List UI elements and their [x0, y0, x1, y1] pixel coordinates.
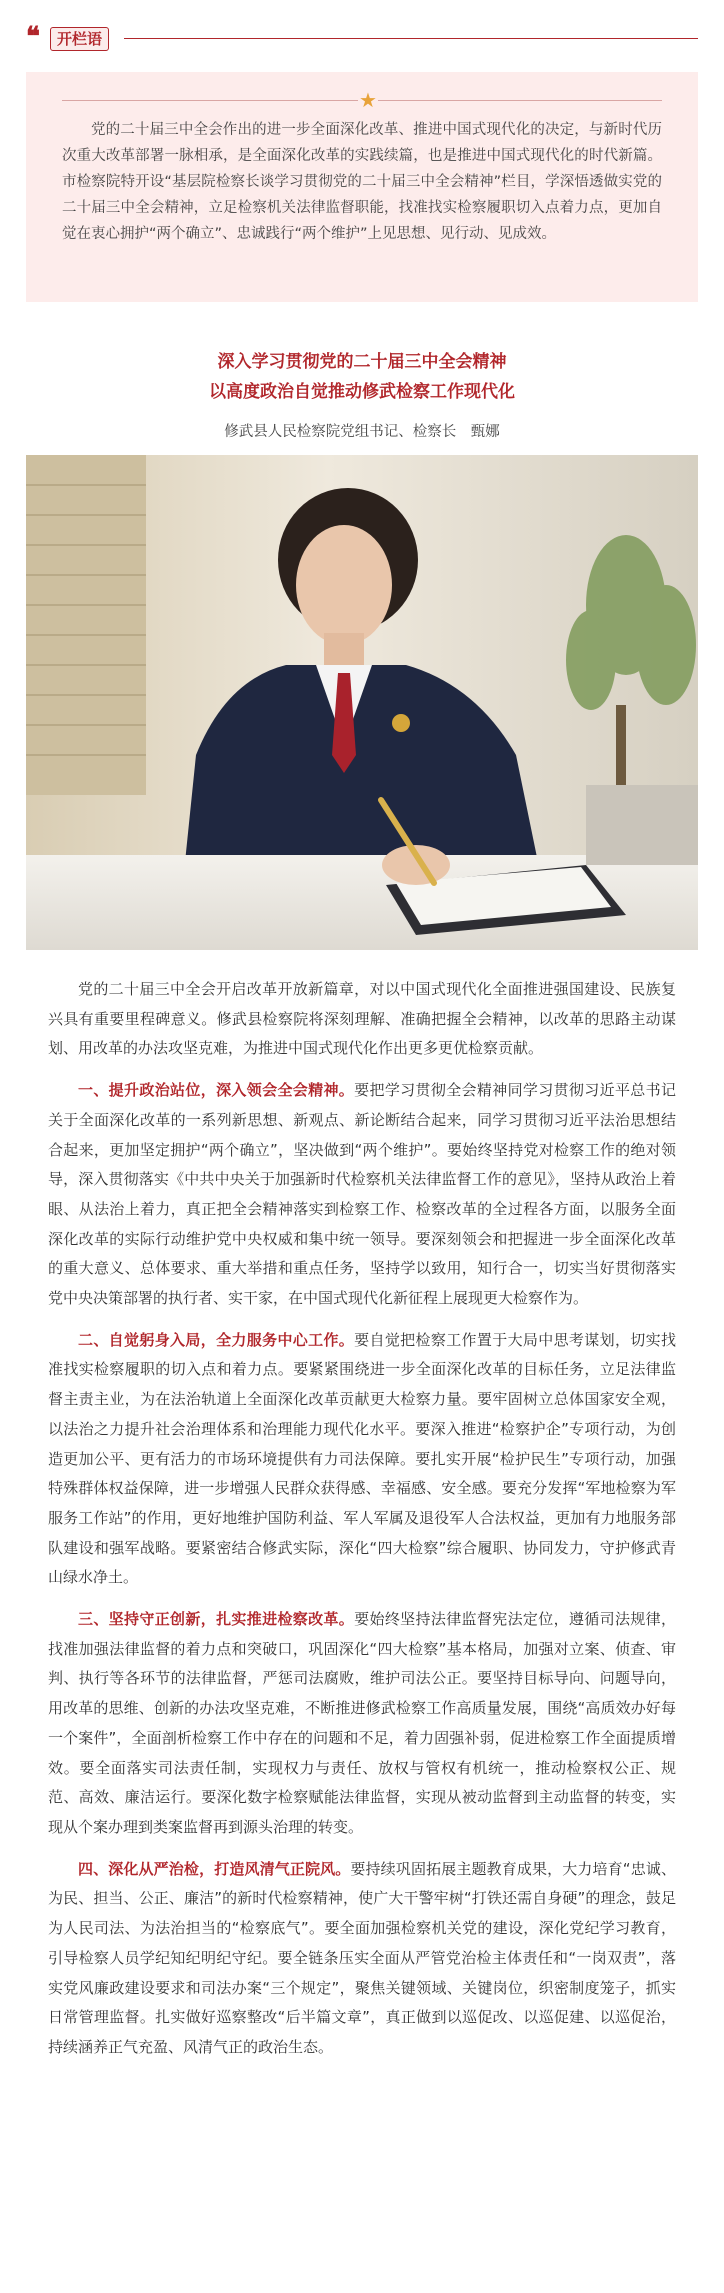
paragraph-intro [48, 975, 676, 1064]
article-title-line-1: 深入学习贯彻党的二十届三中全会精神 [217, 352, 507, 372]
article-title-line-2: 以高度政治自觉推动修武检察工作现代化 [209, 382, 515, 402]
paragraph-section-2 [48, 1326, 676, 1593]
intro-box [26, 72, 698, 302]
section-heading: 二、自觉躬身入局，全力服务中心工作。 [78, 1330, 355, 1349]
paragraph-text: 要把学习贯彻全会精神同学习贯彻习近平总书记关于全面深化改革的一系列新思想、新观点、新论断结合起来，同学习贯彻习近平法治思想结合起来，更加坚定拥护“两个确立”，坚决做到“两个维护”。要始终坚持党对检察工作的绝对领导，深入贯彻落实《中共中央关于加强新时代检察机关法律监督工作的意见》，坚持从政治上着眼、从法治上着力，真正把全会精神落实到检察工作、检察改革的全过程各方面，以服务全面深化改革的实际行动维护党中央权威和集中统一领导。要深刻领会和把握进一步全面深化改革的重大意义、总体要求、重大举措和重点任务，坚持学以致用，知行合一，切实当好贯彻落实党中央决策部署的执行者、实干家，在中国式现代化新征程上展现更大检察作为。 [48, 1081, 676, 1308]
header-divider [124, 38, 698, 39]
paragraph-section-1 [48, 1076, 676, 1314]
paragraph-section-4 [48, 1855, 676, 2063]
article-author: 修武县人民检察院党组书记、检察长 甄娜 [224, 424, 500, 440]
section-heading: 三、坚持守正创新，扎实推进检察改革。 [78, 1610, 355, 1629]
article-body [48, 975, 676, 2075]
intro-text: 党的二十届三中全会作出的进一步全面深化改革、推进中国式现代化的决定，与新时代历次重大改革部署一脉相承，是全面深化改革的实践续篇，也是推进中国式现代化的时代新篇。市检察院特开设“基层院检察长谈学习贯彻党的二十届三中全会精神”栏目，学深悟透做实党的二十届三中全会精神，立足检察机关法律监督职能，找准找实检察履职切入点着力点，更加自觉在衷心拥护“两个确立”、忠诚践行“两个维护”上见思想、见行动、见成效。 [62, 122, 662, 242]
paragraph-text: 要始终坚持法律监督宪法定位，遵循司法规律，找准加强法律监督的着力点和突破口，巩固深化“四大检察”基本格局，加强对立案、侦查、审判、执行等各环节的法律监督，严惩司法腐败，维护司法公正。要坚持目标导向、问题导向，用改革的思维、创新的办法攻坚克难，不断推进修武检察工作高质量发展，围绕“高质效办好每一个案件”，全面剖析检察工作中存在的问题和不足，着力固强补弱，促进检察工作全面提质增效。要全面落实司法责任制，实现权力与责任、放权与管权有机统一，推动检察权公正、规范、高效、廉洁运行。要深化数字检察赋能法律监督，实现从被动监督到主动监督的转变，实现从个案办理到类案监督再到源头治理的转变。 [48, 1610, 676, 1836]
paragraph-section-3 [48, 1605, 676, 1843]
intro-divider-left [62, 100, 358, 101]
paragraph-text: 党的二十届三中全会开启改革开放新篇章，对以中国式现代化全面推进强国建设、民族复兴具有重要里程碑意义。修武县检察院将深刻理解、准确把握全会精神，以改革的思路主动谋划、用改革的办法攻坚克难，为推进中国式现代化作出更多更优检察贡献。 [48, 980, 676, 1058]
intro-divider-right [378, 100, 662, 101]
section-heading: 一、提升政治站位，深入领会全会精神。 [78, 1081, 355, 1100]
portrait-illustration [26, 455, 698, 950]
paragraph-text: 要自觉把检察工作置于大局中思考谋划，切实找准找实检察履职的切入点和着力点。要紧紧围绕进一步全面深化改革的目标任务，立足法律监督主责主业，为在法治轨道上全面深化改革贡献更大检察力量。要牢固树立总体国家安全观，以法治之力提升社会治理体系和治理能力现代化水平。要深入推进“检察护企”专项行动，为创造更加公平、更有活力的市场环境提供有力司法保障。要扎实开展“检护民生”专项行动，加强特殊群体权益保障，进一步增强人民群众获得感、幸福感、安全感。要充分发挥“军地检察为军服务工作站”的作用，更好地维护国防利益、军人军属及退役军人合法权益，更加有力地服务部队建设和强军战略。要紧密结合修武实际，深化“四大检察”综合履职、协同发力，守护修武青山绿水净土。 [48, 1330, 676, 1587]
quote-mark-icon: ❝ [26, 22, 40, 52]
section-heading: 四、深化从严治检，打造风清气正院风。 [78, 1859, 351, 1878]
column-tag-label: 开栏语 [50, 27, 109, 51]
paragraph-text: 要持续巩固拓展主题教育成果，大力培育“忠诚、为民、担当、公正、廉洁”的新时代检察精神，使广大干警牢树“打铁还需自身硬”的理念，鼓足为人民司法、为法治担当的“检察底气”。要全面加强检察机关党的建设，深化党纪学习教育，引导检察人员学纪知纪明纪守纪。要全链条压实全面从严管党治检主体责任和“一岗双责”，落实党风廉政建设要求和司法办案“三个规定”，聚焦关键领域、关键岗位，织密制度笼子，抓实日常管理监督。扎实做好巡察整改“后半篇文章”，真正做到以巡促改、以巡促建、以巡促治，持续涵养正气充盈、风清气正的政治生态。 [48, 1859, 676, 2056]
column-tag-row [26, 24, 698, 52]
portrait-photo [26, 455, 698, 950]
star-icon: ★ [359, 88, 377, 112]
